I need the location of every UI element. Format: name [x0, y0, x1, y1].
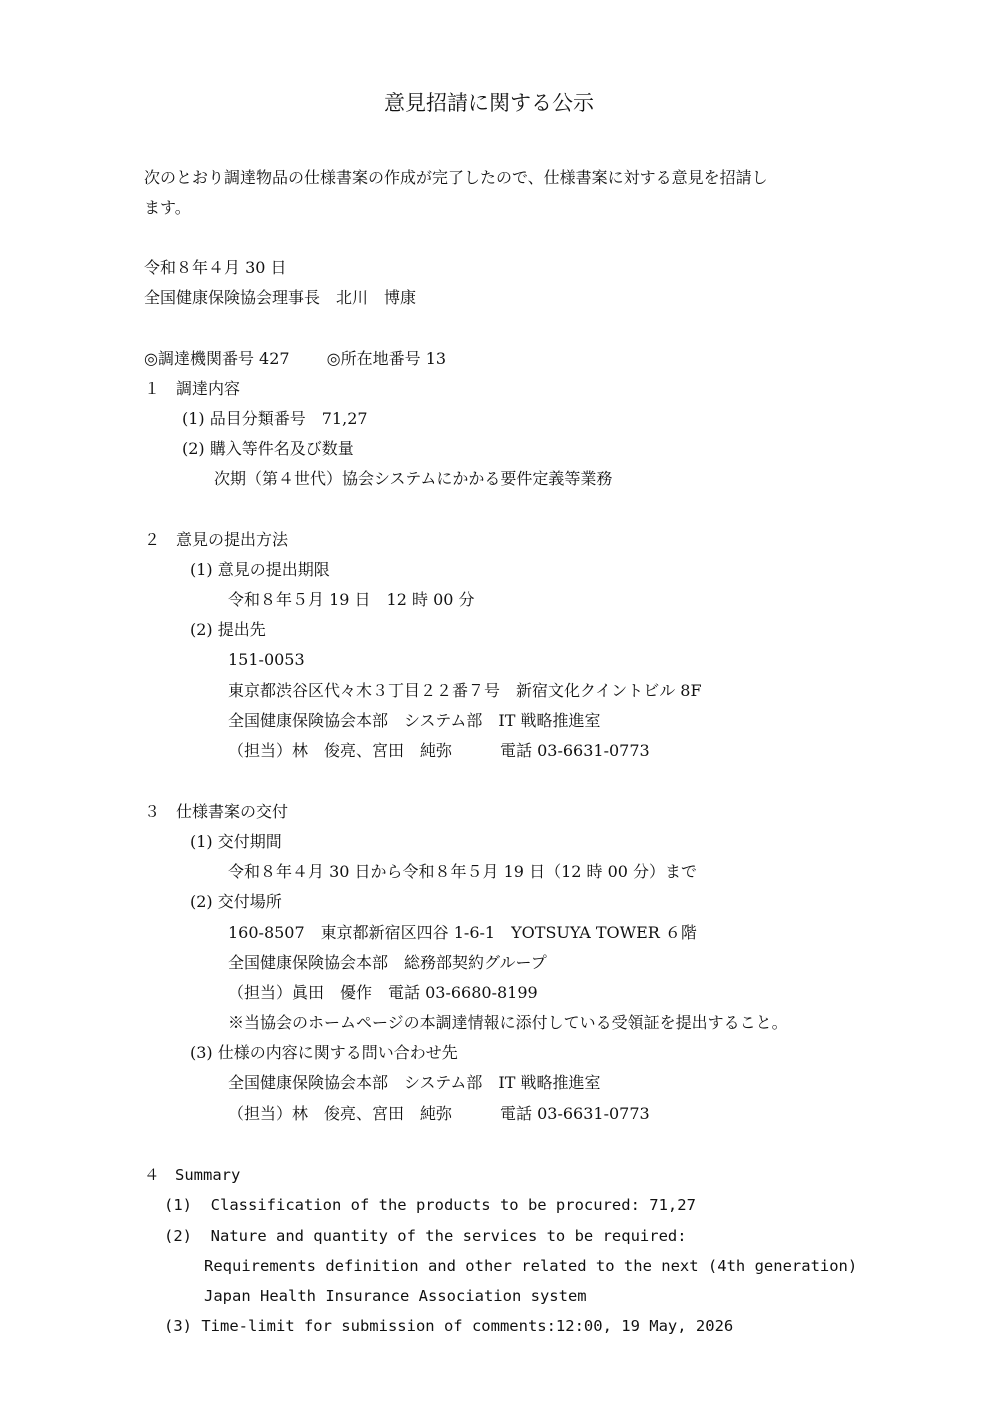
s3-item-3-office: 全国健康保険協会本部 システム部 IT 戦略推進室 — [228, 1073, 601, 1092]
s2-item-2: (2) 提出先 — [190, 620, 266, 639]
s2-contact: （担当）林 俊亮、宮田 純弥 電話 03-6631-0773 — [228, 741, 650, 760]
section-1-heading: １ 調達内容 — [144, 379, 241, 398]
section-4-heading: ４ Summary — [144, 1166, 241, 1184]
s1-item-2-detail: 次期（第４世代）協会システムにかかる要件定義等業務 — [214, 469, 613, 488]
s3-item-2: (2) 交付場所 — [190, 892, 282, 911]
s3-note: ※当協会のホームページの本調達情報に添付している受領証を提出すること。 — [228, 1013, 788, 1032]
issuer: 全国健康保険協会理事長 北川 博康 — [144, 288, 417, 307]
s3-contact: （担当）眞田 優作 電話 03-6680-8199 — [228, 983, 538, 1002]
s4-item-2: (2) Nature and quantity of the services to be required: — [164, 1227, 687, 1245]
page-title: 意見招請に関する公示 — [384, 91, 594, 115]
s3-item-1: (1) 交付期間 — [190, 832, 282, 851]
s2-address: 東京都渋谷区代々木３丁目２２番７号 新宿文化クイントビル 8F — [228, 681, 702, 700]
s3-item-1-detail: 令和８年４月 30 日から令和８年５月 19 日（12 時 00 分）まで — [228, 862, 698, 881]
s4-item-2-line-2: Japan Health Insurance Association system — [204, 1287, 587, 1305]
s3-office: 全国健康保険協会本部 総務部契約グループ — [228, 953, 547, 972]
intro-line-2: ます。 — [144, 198, 191, 217]
s4-item-3: (3) Time-limit for submission of comments:12:00, 19 May, 2026 — [164, 1317, 734, 1335]
s2-item-1-detail: 令和８年５月 19 日 12 時 00 分 — [228, 590, 475, 609]
notice-date: 令和８年４月 30 日 — [144, 258, 287, 277]
s4-item-1: (1) Classification of the products to be procured: 71,27 — [164, 1196, 696, 1214]
s1-item-2: (2) 購入等件名及び数量 — [182, 439, 354, 458]
s2-postal-code: 151‐0053 — [228, 650, 305, 669]
s2-item-1: (1) 意見の提出期限 — [190, 560, 330, 579]
intro-line-1: 次のとおり調達物品の仕様書案の作成が完了したので、仕様書案に対する意見を招請し — [144, 168, 768, 187]
s3-address: 160-8507 東京都新宿区四谷 1-6-1 YOTSUYA TOWER ６階 — [228, 923, 697, 942]
s2-office: 全国健康保険協会本部 システム部 IT 戦略推進室 — [228, 711, 601, 730]
s3-item-3: (3) 仕様の内容に関する問い合わせ先 — [190, 1043, 458, 1062]
s1-item-1: (1) 品目分類番号 71,27 — [182, 409, 368, 428]
s3-item-3-contact: （担当）林 俊亮、宮田 純弥 電話 03-6631-0773 — [228, 1104, 650, 1123]
section-2-heading: ２ 意見の提出方法 — [144, 530, 289, 549]
procurement-codes: ◎調達機関番号 427 ◎所在地番号 13 — [144, 349, 447, 368]
s4-item-2-line-1: Requirements definition and other related to the next (4th generation) — [204, 1257, 858, 1275]
section-3-heading: ３ 仕様書案の交付 — [144, 802, 289, 821]
